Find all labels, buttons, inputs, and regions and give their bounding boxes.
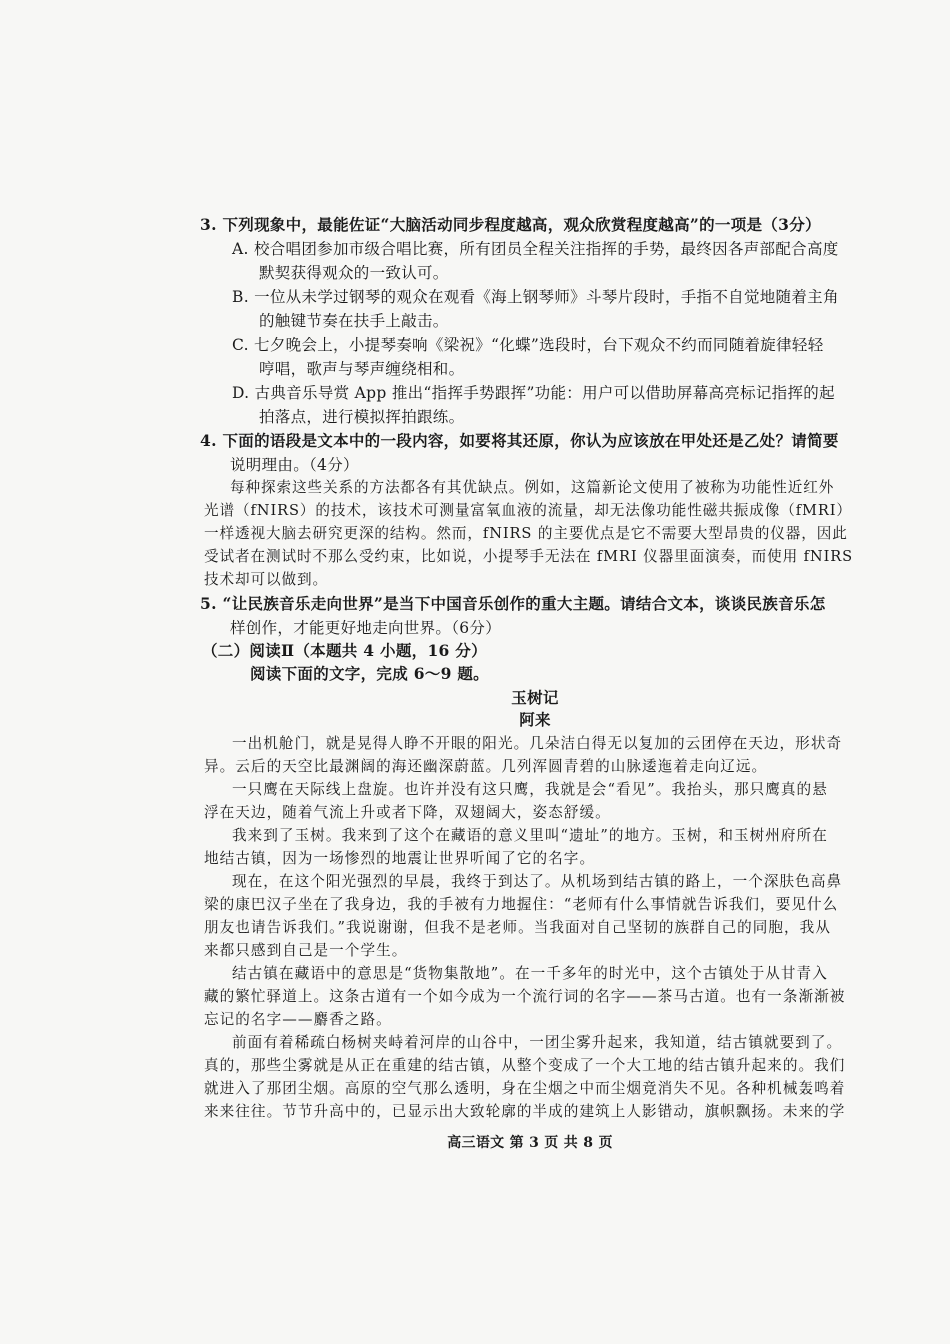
article-line: 就进入了那团尘烟。高原的空气那么透明，身在尘烟之中而尘烟竟消失不见。各种机械轰鸣着	[204, 1080, 846, 1097]
question-4-stem-cont: 说明理由。（4分）	[230, 456, 359, 474]
page-footer: 高三语文 第 3 页 共 8 页	[447, 1135, 613, 1151]
article-line: 来都只感到自己是一个学生。	[204, 942, 408, 959]
article-line: 一出机舱门，就是晃得人睁不开眼的阳光。几朵洁白得无以复加的云团停在天边，形状奇	[232, 735, 843, 752]
q3-option-c-cont: 哼唱，歌声与琴声缠绕相和。	[259, 360, 465, 378]
q3-option-a-cont: 默契获得观众的一致认可。	[259, 264, 449, 282]
q3-option-d: D. 古典音乐导赏 App 推出“指挥手势跟挥”功能：用户可以借助屏幕高亮标记指挥的起	[232, 384, 835, 402]
question-5-stem: 5. “让民族音乐走向世界”是当下中国音乐创作的重大主题。请结合文本，谈谈民族音乐怎	[200, 594, 826, 613]
article-line: 梁的康巴汉子坐在了我身边，我的手被有力地握住：“老师有什么事情就告诉我们，要见什么	[204, 896, 839, 913]
section-heading: （二）阅读Ⅱ（本题共 4 小题，16 分）	[202, 641, 487, 660]
article-line: 忘记的名字——麝香之路。	[204, 1011, 392, 1028]
article-line: 浮在天边，随着气流上升或者下降，双翅阔大，姿态舒缓。	[204, 804, 611, 821]
section-instruction: 阅读下面的文字，完成 6～9 题。	[250, 664, 489, 683]
article-line: 地结古镇，因为一场惨烈的地震让世界听闻了它的名字。	[204, 850, 596, 867]
q4-passage-line: 每种探索这些关系的方法都各有其优缺点。例如，这篇新论文使用了被称为功能性近红外	[230, 479, 835, 496]
article-line: 现在，在这个阳光强烈的早晨，我终于到达了。从机场到结古镇的路上，一个深肤色高鼻	[232, 873, 843, 890]
q3-option-b: B. 一位从未学过钢琴的观众在观看《海上钢琴师》斗琴片段时，手指不自觉地随着主角	[232, 288, 839, 306]
question-5-stem-cont: 样创作，才能更好地走向世界。（6分）	[230, 619, 502, 637]
q4-passage-line: 技术却可以做到。	[204, 571, 328, 588]
q4-passage-line: 受试者在测试时不那么受约束，比如说，小提琴手无法在 fMRI 仪器里面演奏，而使用 fNIRS	[204, 548, 854, 565]
article-title: 玉树记	[511, 688, 559, 707]
q4-passage-line: 光谱（fNIRS）的技术，该技术可测量富氧血液的流量，却无法像功能性磁共振成像（fMRI）	[204, 502, 852, 519]
article-line: 一只鹰在天际线上盘旋。也许并没有这只鹰，我就是会“看见”。我抬头，那只鹰真的悬	[232, 781, 828, 798]
article-line: 来来往往。节节升高中的，已显示出大致轮廓的半成的建筑上人影错动，旗帜飘扬。未来的学	[204, 1103, 846, 1120]
question-3-stem: 3. 下列现象中，最能佐证“大脑活动同步程度越高，观众欣赏程度越高”的一项是（3分）	[200, 215, 821, 234]
article-line: 真的，那些尘雾就是从正在重建的结古镇，从整个变成了一个大工地的结古镇升起来的。我们	[204, 1057, 846, 1074]
article-line: 藏的繁忙驿道上。这条古道有一个如今成为一个流行词的名字——茶马古道。也有一条渐渐被	[204, 988, 846, 1005]
q3-option-b-cont: 的触键节奏在扶手上敲击。	[259, 312, 449, 330]
q3-option-a: A. 校合唱团参加市级合唱比赛，所有团员全程关注指挥的手势，最终因各声部配合高度	[232, 240, 839, 258]
q3-option-c: C. 七夕晚会上，小提琴奏响《梁祝》“化蝶”选段时，台下观众不约而同随着旋律轻轻	[232, 336, 824, 354]
q4-passage-line: 一样透视大脑去研究更深的结构。然而，fNIRS 的主要优点是它不需要大型昂贵的仪器，因此	[204, 525, 848, 542]
article-line: 朋友也请告诉我们。”我说谢谢，但我不是老师。当我面对自己坚韧的族群自己的同胞，我从	[204, 919, 831, 936]
article-line: 异。云后的天空比最渊阔的海还幽深蔚蓝。几列浑圆青碧的山脉逶迤着走向辽远。	[204, 758, 768, 775]
article-author: 阿来	[519, 710, 551, 729]
question-4-stem: 4. 下面的语段是文本中的一段内容，如要将其还原，你认为应该放在甲处还是乙处？请简要	[200, 431, 839, 450]
q3-option-d-cont: 拍落点，进行模拟挥拍跟练。	[259, 408, 465, 426]
article-line: 结古镇在藏语中的意思是“货物集散地”。在一千多年的时光中，这个古镇处于从甘青入	[232, 965, 828, 982]
article-line: 前面有着稀疏白杨树夹峙着河岸的山谷中，一团尘雾升起来，我知道，结古镇就要到了。	[232, 1034, 843, 1051]
article-line: 我来到了玉树。我来到了这个在藏语的意义里叫“遗址”的地方。玉树，和玉树州府所在	[232, 827, 828, 844]
